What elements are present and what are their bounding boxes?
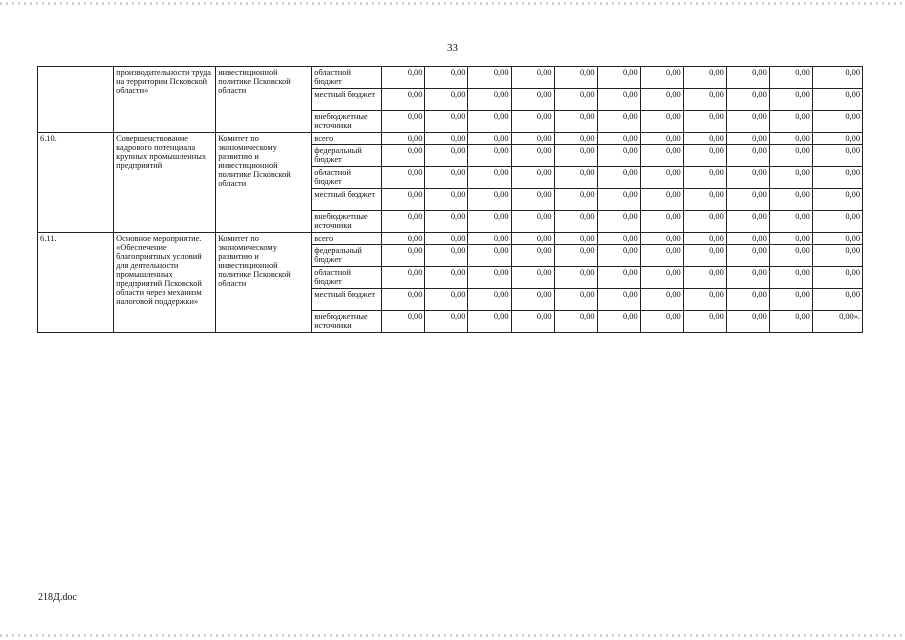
value-cell: 0,00	[554, 133, 597, 145]
value-cell: 0,00	[554, 67, 597, 89]
funding-source-cell: федеральный бюджет	[312, 245, 382, 267]
value-cell: 0,00	[812, 289, 862, 311]
value-cell: 0,00	[812, 233, 862, 245]
footer-filename: 218Д.doc	[38, 592, 77, 603]
value-cell: 0,00	[640, 89, 683, 111]
value-cell: 0,00	[769, 289, 812, 311]
value-cell: 0,00	[640, 145, 683, 167]
value-cell: 0,00	[769, 245, 812, 267]
value-cell: 0,00	[382, 111, 425, 133]
value-cell: 0,00	[382, 289, 425, 311]
value-cell: 0,00	[597, 289, 640, 311]
value-cell: 0,00	[769, 145, 812, 167]
value-cell: 0,00	[511, 311, 554, 333]
value-cell: 0,00	[382, 233, 425, 245]
value-cell: 0,00	[511, 211, 554, 233]
value-cell: 0,00	[468, 67, 511, 89]
value-cell: 0,00	[683, 145, 726, 167]
value-cell: 0,00	[812, 211, 862, 233]
value-cell: 0,00	[769, 111, 812, 133]
value-cell: 0,00	[683, 289, 726, 311]
value-cell: 0,00	[468, 89, 511, 111]
value-cell: 0,00	[511, 267, 554, 289]
value-cell: 0,00	[726, 289, 769, 311]
value-cell: 0,00	[597, 111, 640, 133]
value-cell: 0,00	[726, 67, 769, 89]
value-cell: 0,00	[726, 189, 769, 211]
value-cell: 0,00	[812, 245, 862, 267]
value-cell: 0,00	[597, 245, 640, 267]
value-cell: 0,00	[769, 167, 812, 189]
value-cell: 0,00	[683, 211, 726, 233]
scan-edge-bottom	[0, 634, 905, 637]
value-cell: 0,00	[640, 245, 683, 267]
value-cell: 0,00	[382, 89, 425, 111]
value-cell: 0,00	[597, 67, 640, 89]
value-cell: 0,00	[683, 233, 726, 245]
value-cell: 0,00	[425, 267, 468, 289]
value-cell: 0,00	[683, 167, 726, 189]
value-cell: 0,00	[468, 245, 511, 267]
value-cell: 0,00	[382, 267, 425, 289]
value-cell: 0,00	[554, 245, 597, 267]
value-cell: 0,00	[640, 111, 683, 133]
value-cell: 0,00	[683, 133, 726, 145]
value-cell: 0,00	[554, 311, 597, 333]
value-cell: 0,00	[511, 89, 554, 111]
table-row	[38, 233, 863, 245]
value-cell: 0,00	[425, 245, 468, 267]
value-cell: 0,00	[726, 245, 769, 267]
value-cell: 0,00	[382, 245, 425, 267]
value-cell: 0,00	[769, 233, 812, 245]
value-cell: 0,00	[425, 189, 468, 211]
value-cell: 0,00	[382, 211, 425, 233]
value-cell: 0,00	[769, 311, 812, 333]
value-cell: 0,00	[468, 133, 511, 145]
value-cell: 0,00	[640, 311, 683, 333]
value-cell: 0,00	[640, 189, 683, 211]
funding-source-cell: местный бюджет	[312, 289, 382, 311]
value-cell: 0,00	[382, 189, 425, 211]
value-cell: 0,00	[769, 133, 812, 145]
value-cell: 0,00	[812, 167, 862, 189]
item-name-cell: производительности труда на территории Псковской области»	[114, 67, 216, 133]
item-code-cell: 6.11.	[38, 233, 114, 333]
value-cell: 0,00».	[812, 311, 862, 333]
value-cell: 0,00	[511, 111, 554, 133]
value-cell: 0,00	[382, 145, 425, 167]
value-cell: 0,00	[425, 211, 468, 233]
value-cell: 0,00	[468, 167, 511, 189]
value-cell: 0,00	[640, 167, 683, 189]
value-cell: 0,00	[597, 145, 640, 167]
page-number: 33	[447, 42, 458, 54]
value-cell: 0,00	[597, 189, 640, 211]
funding-source-cell: внебюджетные источники	[312, 311, 382, 333]
value-cell: 0,00	[726, 167, 769, 189]
value-cell: 0,00	[640, 67, 683, 89]
value-cell: 0,00	[726, 111, 769, 133]
value-cell: 0,00	[425, 167, 468, 189]
value-cell: 0,00	[726, 233, 769, 245]
value-cell: 0,00	[769, 189, 812, 211]
value-cell: 0,00	[812, 189, 862, 211]
funding-source-cell: всего	[312, 133, 382, 145]
value-cell: 0,00	[812, 133, 862, 145]
value-cell: 0,00	[468, 311, 511, 333]
table-body	[38, 67, 863, 333]
value-cell: 0,00	[726, 211, 769, 233]
value-cell: 0,00	[468, 267, 511, 289]
value-cell: 0,00	[468, 111, 511, 133]
value-cell: 0,00	[640, 233, 683, 245]
value-cell: 0,00	[511, 289, 554, 311]
table-row	[38, 133, 863, 145]
table-row	[38, 67, 863, 89]
value-cell: 0,00	[640, 289, 683, 311]
value-cell: 0,00	[511, 189, 554, 211]
value-cell: 0,00	[511, 133, 554, 145]
value-cell: 0,00	[554, 267, 597, 289]
value-cell: 0,00	[726, 267, 769, 289]
value-cell: 0,00	[468, 289, 511, 311]
value-cell: 0,00	[726, 133, 769, 145]
value-cell: 0,00	[769, 267, 812, 289]
funding-source-cell: всего	[312, 233, 382, 245]
value-cell: 0,00	[812, 111, 862, 133]
value-cell: 0,00	[554, 189, 597, 211]
value-cell: 0,00	[511, 67, 554, 89]
value-cell: 0,00	[683, 189, 726, 211]
value-cell: 0,00	[683, 267, 726, 289]
value-cell: 0,00	[769, 211, 812, 233]
funding-source-cell: местный бюджет	[312, 189, 382, 211]
value-cell: 0,00	[812, 267, 862, 289]
value-cell: 0,00	[425, 311, 468, 333]
value-cell: 0,00	[683, 245, 726, 267]
value-cell: 0,00	[812, 89, 862, 111]
value-cell: 0,00	[554, 111, 597, 133]
value-cell: 0,00	[554, 211, 597, 233]
value-cell: 0,00	[597, 267, 640, 289]
value-cell: 0,00	[683, 111, 726, 133]
value-cell: 0,00	[382, 167, 425, 189]
funding-source-cell: областной бюджет	[312, 167, 382, 189]
item-code-cell: 6.10.	[38, 133, 114, 233]
value-cell: 0,00	[769, 89, 812, 111]
value-cell: 0,00	[683, 89, 726, 111]
value-cell: 0,00	[726, 311, 769, 333]
value-cell: 0,00	[597, 133, 640, 145]
value-cell: 0,00	[468, 145, 511, 167]
item-code-cell	[38, 67, 114, 133]
executor-cell: Комитет по экономическому развитию и инвестиционной политике Псковской области	[216, 233, 312, 333]
value-cell: 0,00	[425, 289, 468, 311]
scan-edge-top	[0, 2, 905, 5]
value-cell: 0,00	[382, 133, 425, 145]
value-cell: 0,00	[554, 167, 597, 189]
value-cell: 0,00	[554, 145, 597, 167]
value-cell: 0,00	[425, 89, 468, 111]
value-cell: 0,00	[382, 311, 425, 333]
value-cell: 0,00	[683, 67, 726, 89]
value-cell: 0,00	[597, 311, 640, 333]
item-name-cell: Совершенствование кадрового потенциала крупных промышленных предприятий	[114, 133, 216, 233]
value-cell: 0,00	[597, 167, 640, 189]
value-cell: 0,00	[597, 211, 640, 233]
value-cell: 0,00	[468, 233, 511, 245]
value-cell: 0,00	[683, 311, 726, 333]
value-cell: 0,00	[511, 167, 554, 189]
value-cell: 0,00	[597, 89, 640, 111]
value-cell: 0,00	[382, 67, 425, 89]
value-cell: 0,00	[812, 145, 862, 167]
value-cell: 0,00	[468, 211, 511, 233]
executor-cell: Комитет по экономическому развитию и инвестиционной политике Псковской области	[216, 133, 312, 233]
funding-source-cell: федеральный бюджет	[312, 145, 382, 167]
value-cell: 0,00	[640, 133, 683, 145]
item-name-cell: Основное мероприятие. «Обеспечение благоприятных условий для деятельности промышленных предприятий Псковской области через механизм налоговой поддержки»	[114, 233, 216, 333]
value-cell: 0,00	[425, 233, 468, 245]
value-cell: 0,00	[511, 145, 554, 167]
value-cell: 0,00	[640, 211, 683, 233]
value-cell: 0,00	[554, 289, 597, 311]
funding-source-cell: областной бюджет	[312, 67, 382, 89]
executor-cell: инвестиционной политике Псковской области	[216, 67, 312, 133]
budget-table	[37, 66, 863, 333]
funding-source-cell: внебюджетные источники	[312, 111, 382, 133]
value-cell: 0,00	[511, 233, 554, 245]
funding-source-cell: местный бюджет	[312, 89, 382, 111]
value-cell: 0,00	[468, 189, 511, 211]
value-cell: 0,00	[425, 111, 468, 133]
value-cell: 0,00	[640, 267, 683, 289]
value-cell: 0,00	[425, 67, 468, 89]
value-cell: 0,00	[812, 67, 862, 89]
value-cell: 0,00	[554, 233, 597, 245]
value-cell: 0,00	[425, 133, 468, 145]
value-cell: 0,00	[726, 89, 769, 111]
value-cell: 0,00	[511, 245, 554, 267]
value-cell: 0,00	[554, 89, 597, 111]
value-cell: 0,00	[425, 145, 468, 167]
value-cell: 0,00	[597, 233, 640, 245]
funding-source-cell: областной бюджет	[312, 267, 382, 289]
value-cell: 0,00	[769, 67, 812, 89]
funding-source-cell: внебюджетные источники	[312, 211, 382, 233]
value-cell: 0,00	[726, 145, 769, 167]
